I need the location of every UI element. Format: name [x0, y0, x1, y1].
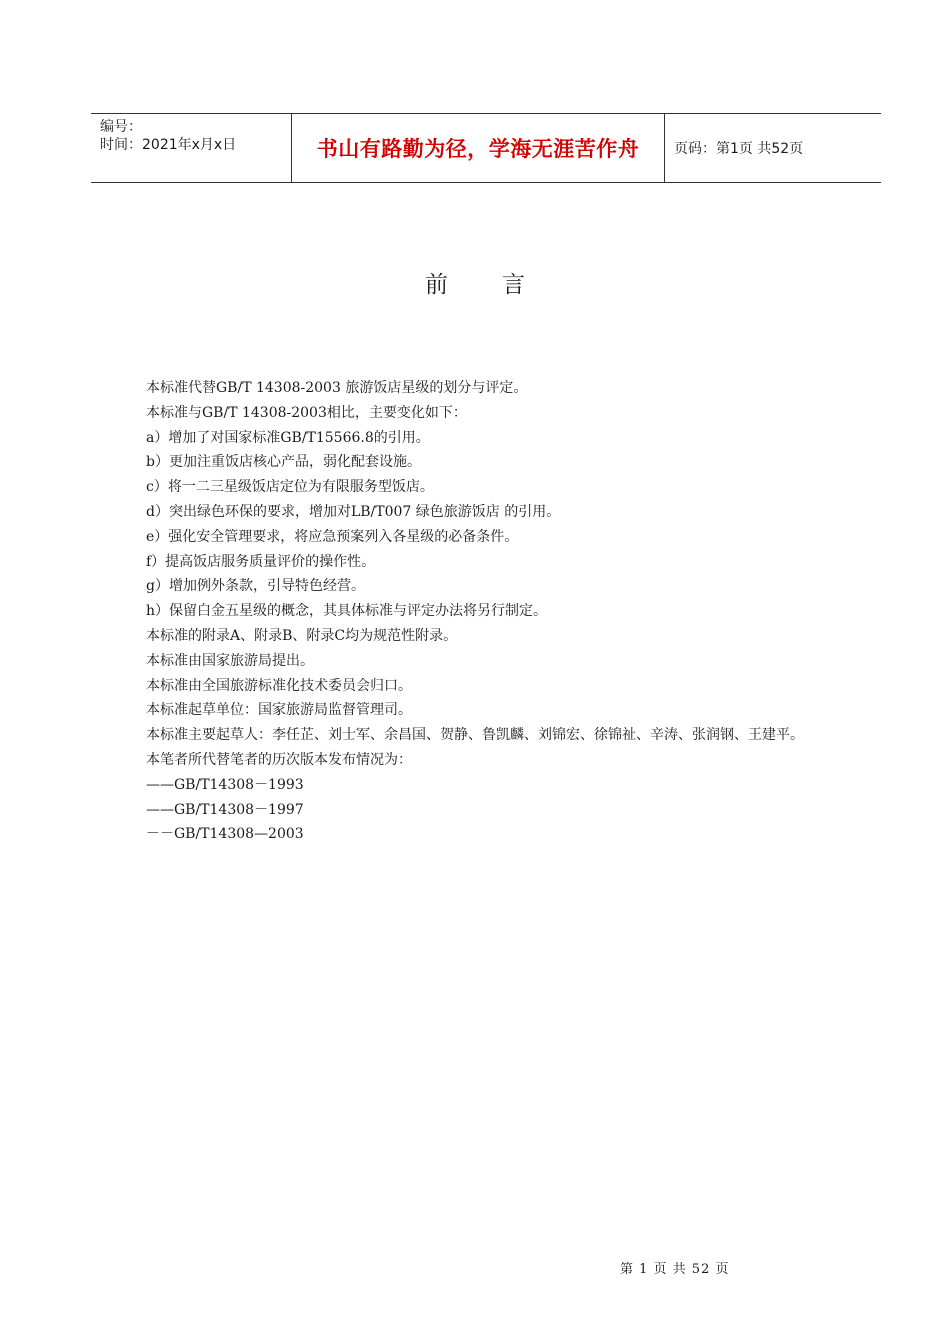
- list-item: h）保留白金五星级的概念，其具体标准与评定办法将另行制定。: [146, 603, 548, 620]
- list-item: c）将一二三星级饭店定位为有限服务型饭店。: [146, 479, 434, 496]
- list-item: b）更加注重饭店核心产品，弱化配套设施。: [146, 454, 421, 471]
- header-meta: [91, 114, 292, 182]
- paragraph: 本标准与GB/T 14308-2003相比，主要变化如下：: [146, 404, 467, 421]
- list-item: e）强化安全管理要求，将应急预案列入各星级的必备条件。: [146, 528, 519, 545]
- document-header: [91, 113, 881, 183]
- header-page-info: 页码：第1页 共52页: [674, 141, 804, 157]
- page-title: 前言: [425, 272, 579, 298]
- time-label: 时间：2021年x月x日: [100, 137, 237, 153]
- paragraph: 本标准起草单位：国家旅游局监督管理司。: [146, 702, 412, 719]
- list-item: f）提高饭店服务质量评价的操作性。: [146, 553, 376, 570]
- paragraph: 本标准代替GB/T 14308-2003 旅游饭店星级的划分与评定。: [146, 380, 528, 396]
- list-item: a）增加了对国家标准GB/T15566.8的引用。: [146, 429, 430, 446]
- page-footer: 第 1 页 共 52 页: [620, 1262, 730, 1277]
- version-item: ——GB/T14308－1993: [146, 776, 304, 793]
- paragraph: 本标准的附录A、附录B、附录C均为规范性附录。: [146, 627, 458, 644]
- serial-number-label: 编号：: [100, 119, 142, 135]
- paragraph: 本笔者所代替笔者的历次版本发布情况为：: [146, 751, 412, 768]
- list-item: d）突出绿色环保的要求，增加对LB/T007 绿色旅游饭店 的引用。: [146, 503, 561, 520]
- header-motto: 书山有路勤为径，学海无涯苦作舟: [292, 114, 665, 182]
- version-item: ——GB/T14308－1997: [146, 801, 304, 818]
- paragraph: 本标准由全国旅游标准化技术委员会归口。: [146, 677, 412, 694]
- list-item: g）增加例外条款，引导特色经营。: [146, 578, 365, 595]
- paragraph: 本标准主要起草人：李任芷、刘士军、余昌国、贺静、鲁凯麟、刘锦宏、徐锦祉、辛涛、张润钢、王建平。: [146, 727, 804, 744]
- document-body: [113, 376, 883, 847]
- version-item: －－GB/T14308—2003: [146, 826, 304, 843]
- paragraph: 本标准由国家旅游局提出。: [146, 652, 314, 669]
